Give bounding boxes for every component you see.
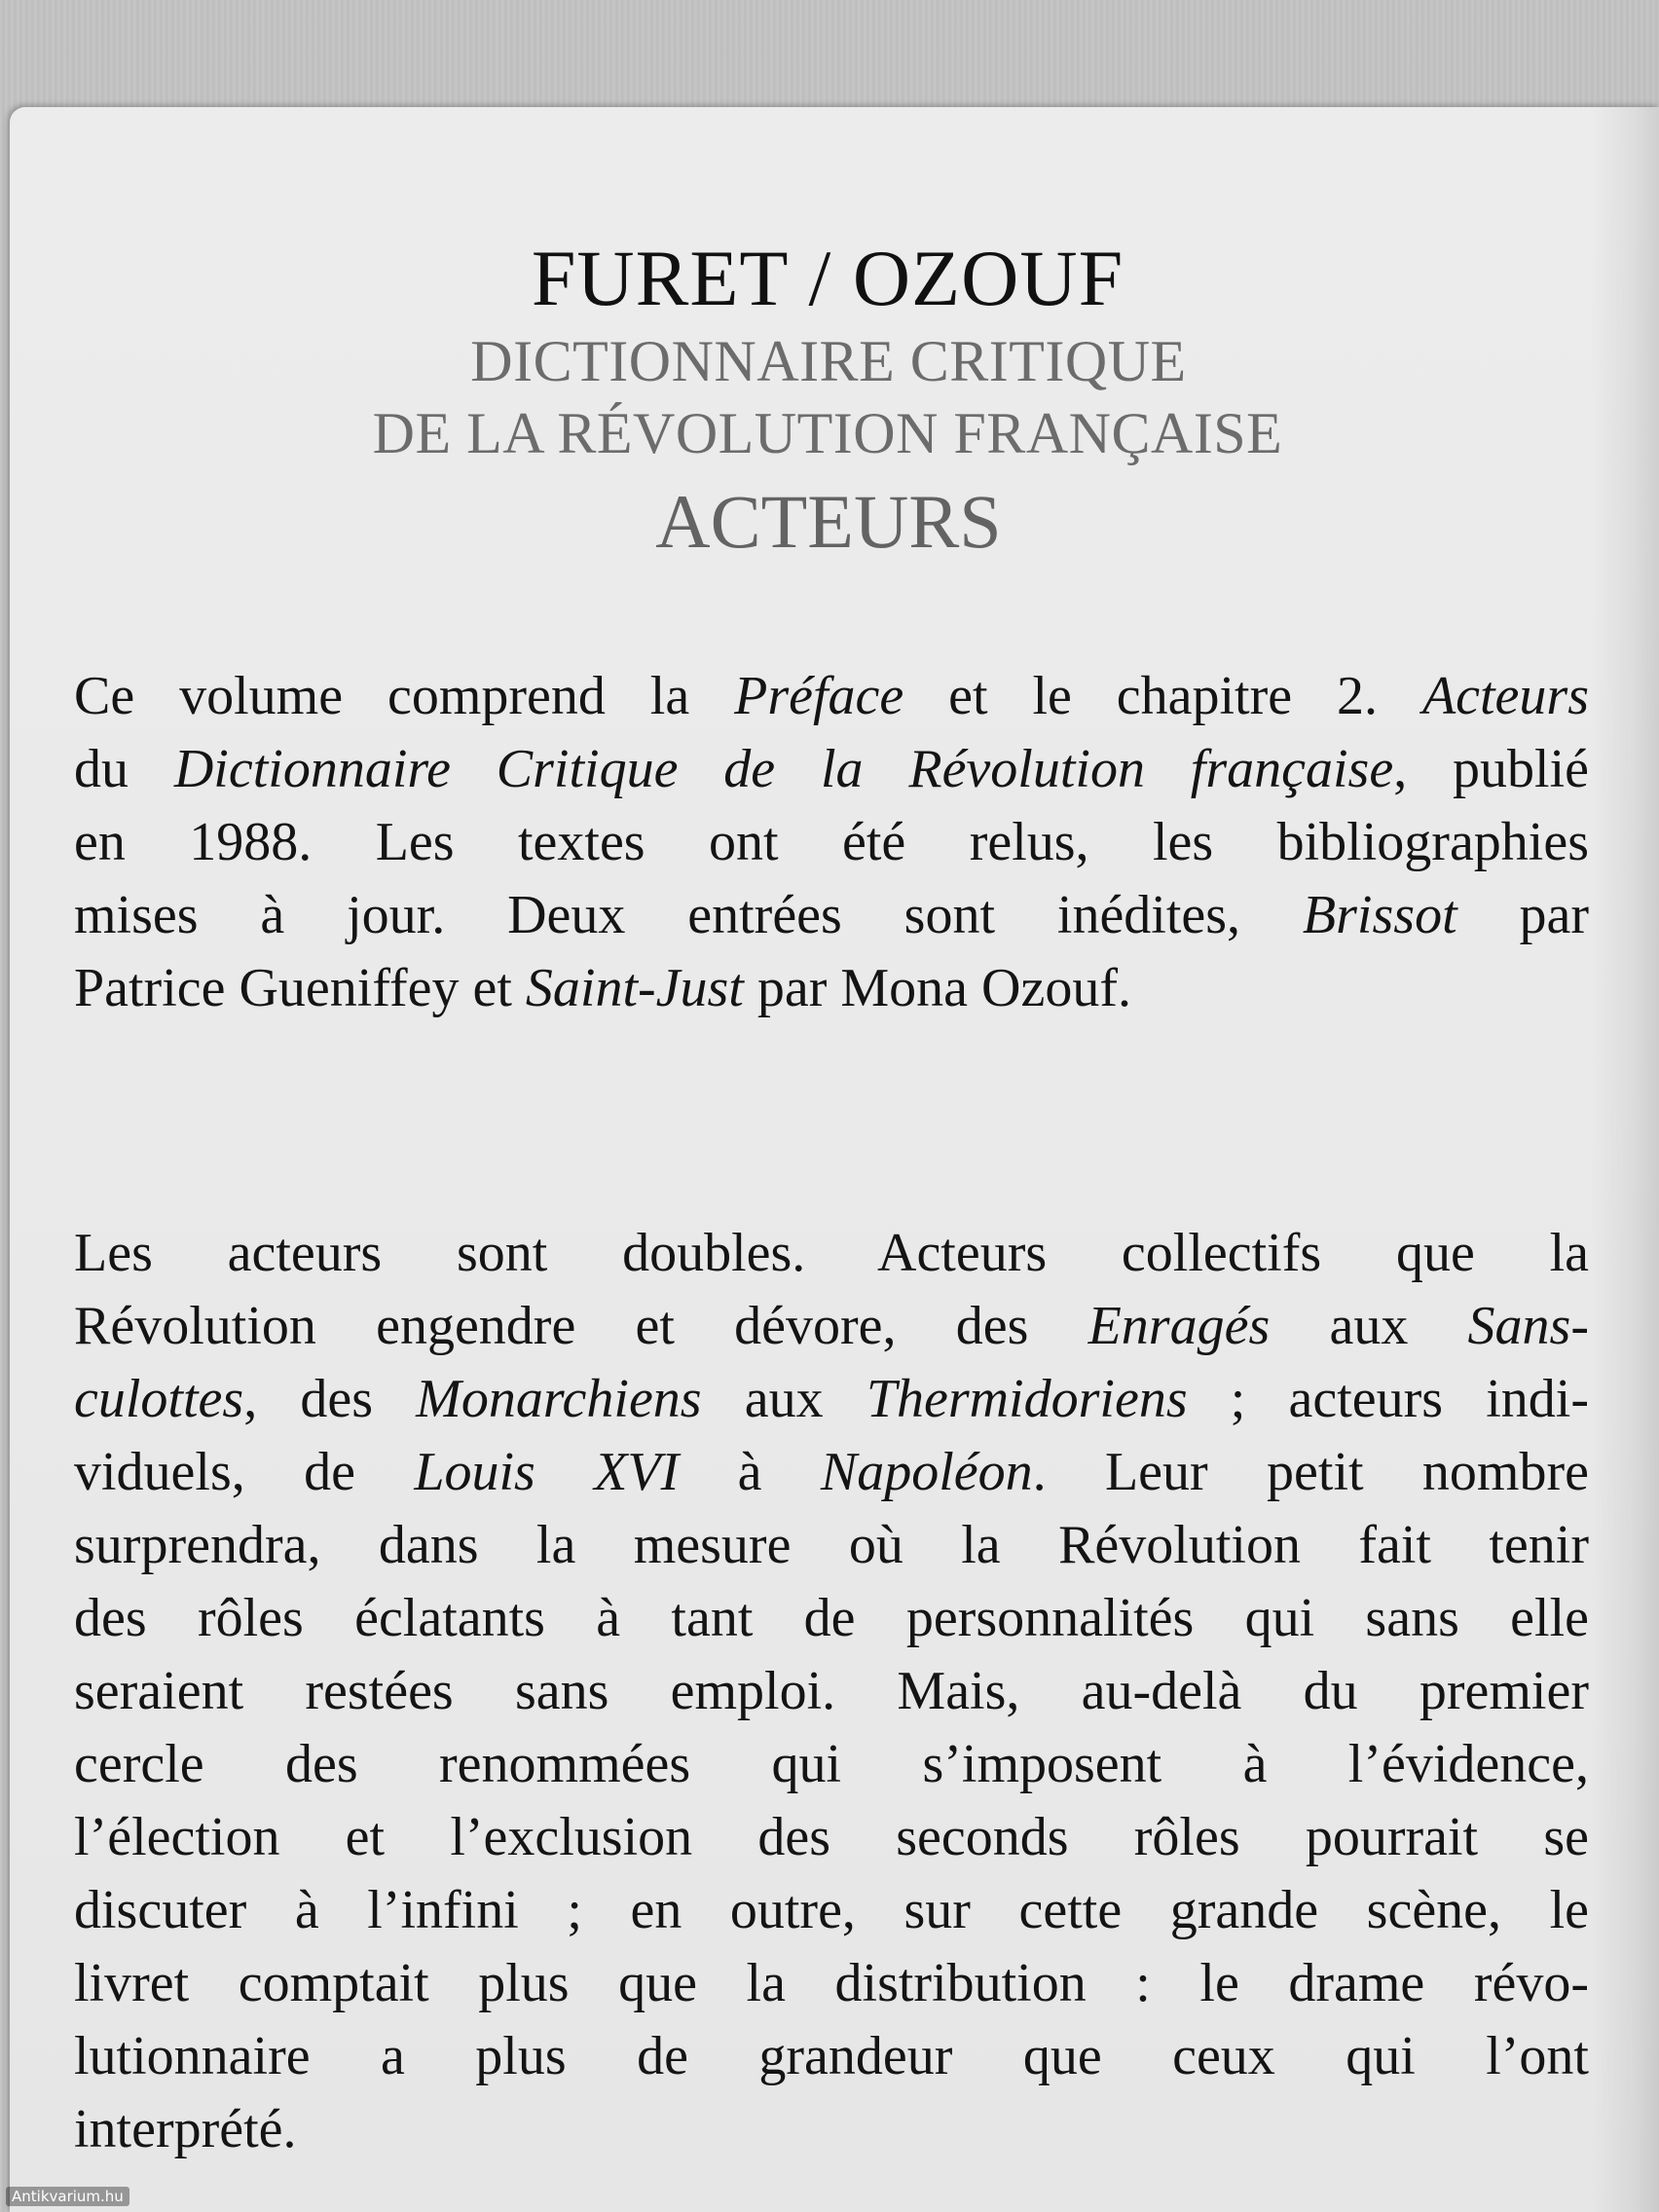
text-line: livret comptait plus que la distribution : le drame révo- [74,1953,1589,2013]
text-line: culottes, des Monarchiens aux Thermidoriens ; acteurs indi- [74,1369,1589,1429]
text-line: l’élection et l’exclusion des seconds rôles pourrait se [74,1807,1589,1867]
text-line: Les acteurs sont doubles. Acteurs collectifs que la [74,1223,1589,1283]
text-line: Révolution engendre et dévore, des Enragés aux Sans- [74,1296,1589,1356]
text-line: discuter à l’infini ; en outre, sur cette grande scène, le [74,1880,1589,1940]
text-line: surprendra, dans la mesure où la Révolution fait tenir [74,1515,1589,1575]
text-line: mises à jour. Deux entrées sont inédites, Brissot par [74,885,1589,945]
text-line: viduels, de Louis XVI à Napoléon. Leur petit nombre [74,1442,1589,1502]
text-line: Ce volume comprend la Préface et le chapitre 2. Acteurs [74,666,1589,726]
watermark-label: Antikvarium.hu [6,2187,129,2206]
cover-header [10,232,1659,569]
text-line: cercle des renommées qui s’imposent à l’évidence, [74,1734,1589,1794]
text-line: lutionnaire a plus de grandeur que ceux qui l’ont [74,2026,1589,2086]
volume-title: ACTEURS [655,479,1002,564]
text-line: en 1988. Les textes ont été relus, les bibliographies [74,812,1589,872]
text-line: du Dictionnaire Critique de la Révolution française, publié [74,739,1589,799]
intro-paragraph [74,660,1589,1025]
text-line: interprété. [74,2099,297,2159]
book-back-cover [10,107,1659,2212]
text-line: seraient restées sans emploi. Mais, au-delà du premier [74,1661,1589,1721]
text-line: des rôles éclatants à tant de personnalités qui sans elle [74,1588,1589,1648]
authors-heading: FURET / OZOUF [531,234,1124,322]
book-title-line-1: DICTIONNAIRE CRITIQUE [470,329,1187,393]
description-paragraph [74,1217,1589,2166]
book-title-line-2: DE LA RÉVOLUTION FRANÇAISE [372,401,1283,465]
text-line: Patrice Gueniffey et Saint-Just par Mona Ozouf. [74,958,1131,1018]
